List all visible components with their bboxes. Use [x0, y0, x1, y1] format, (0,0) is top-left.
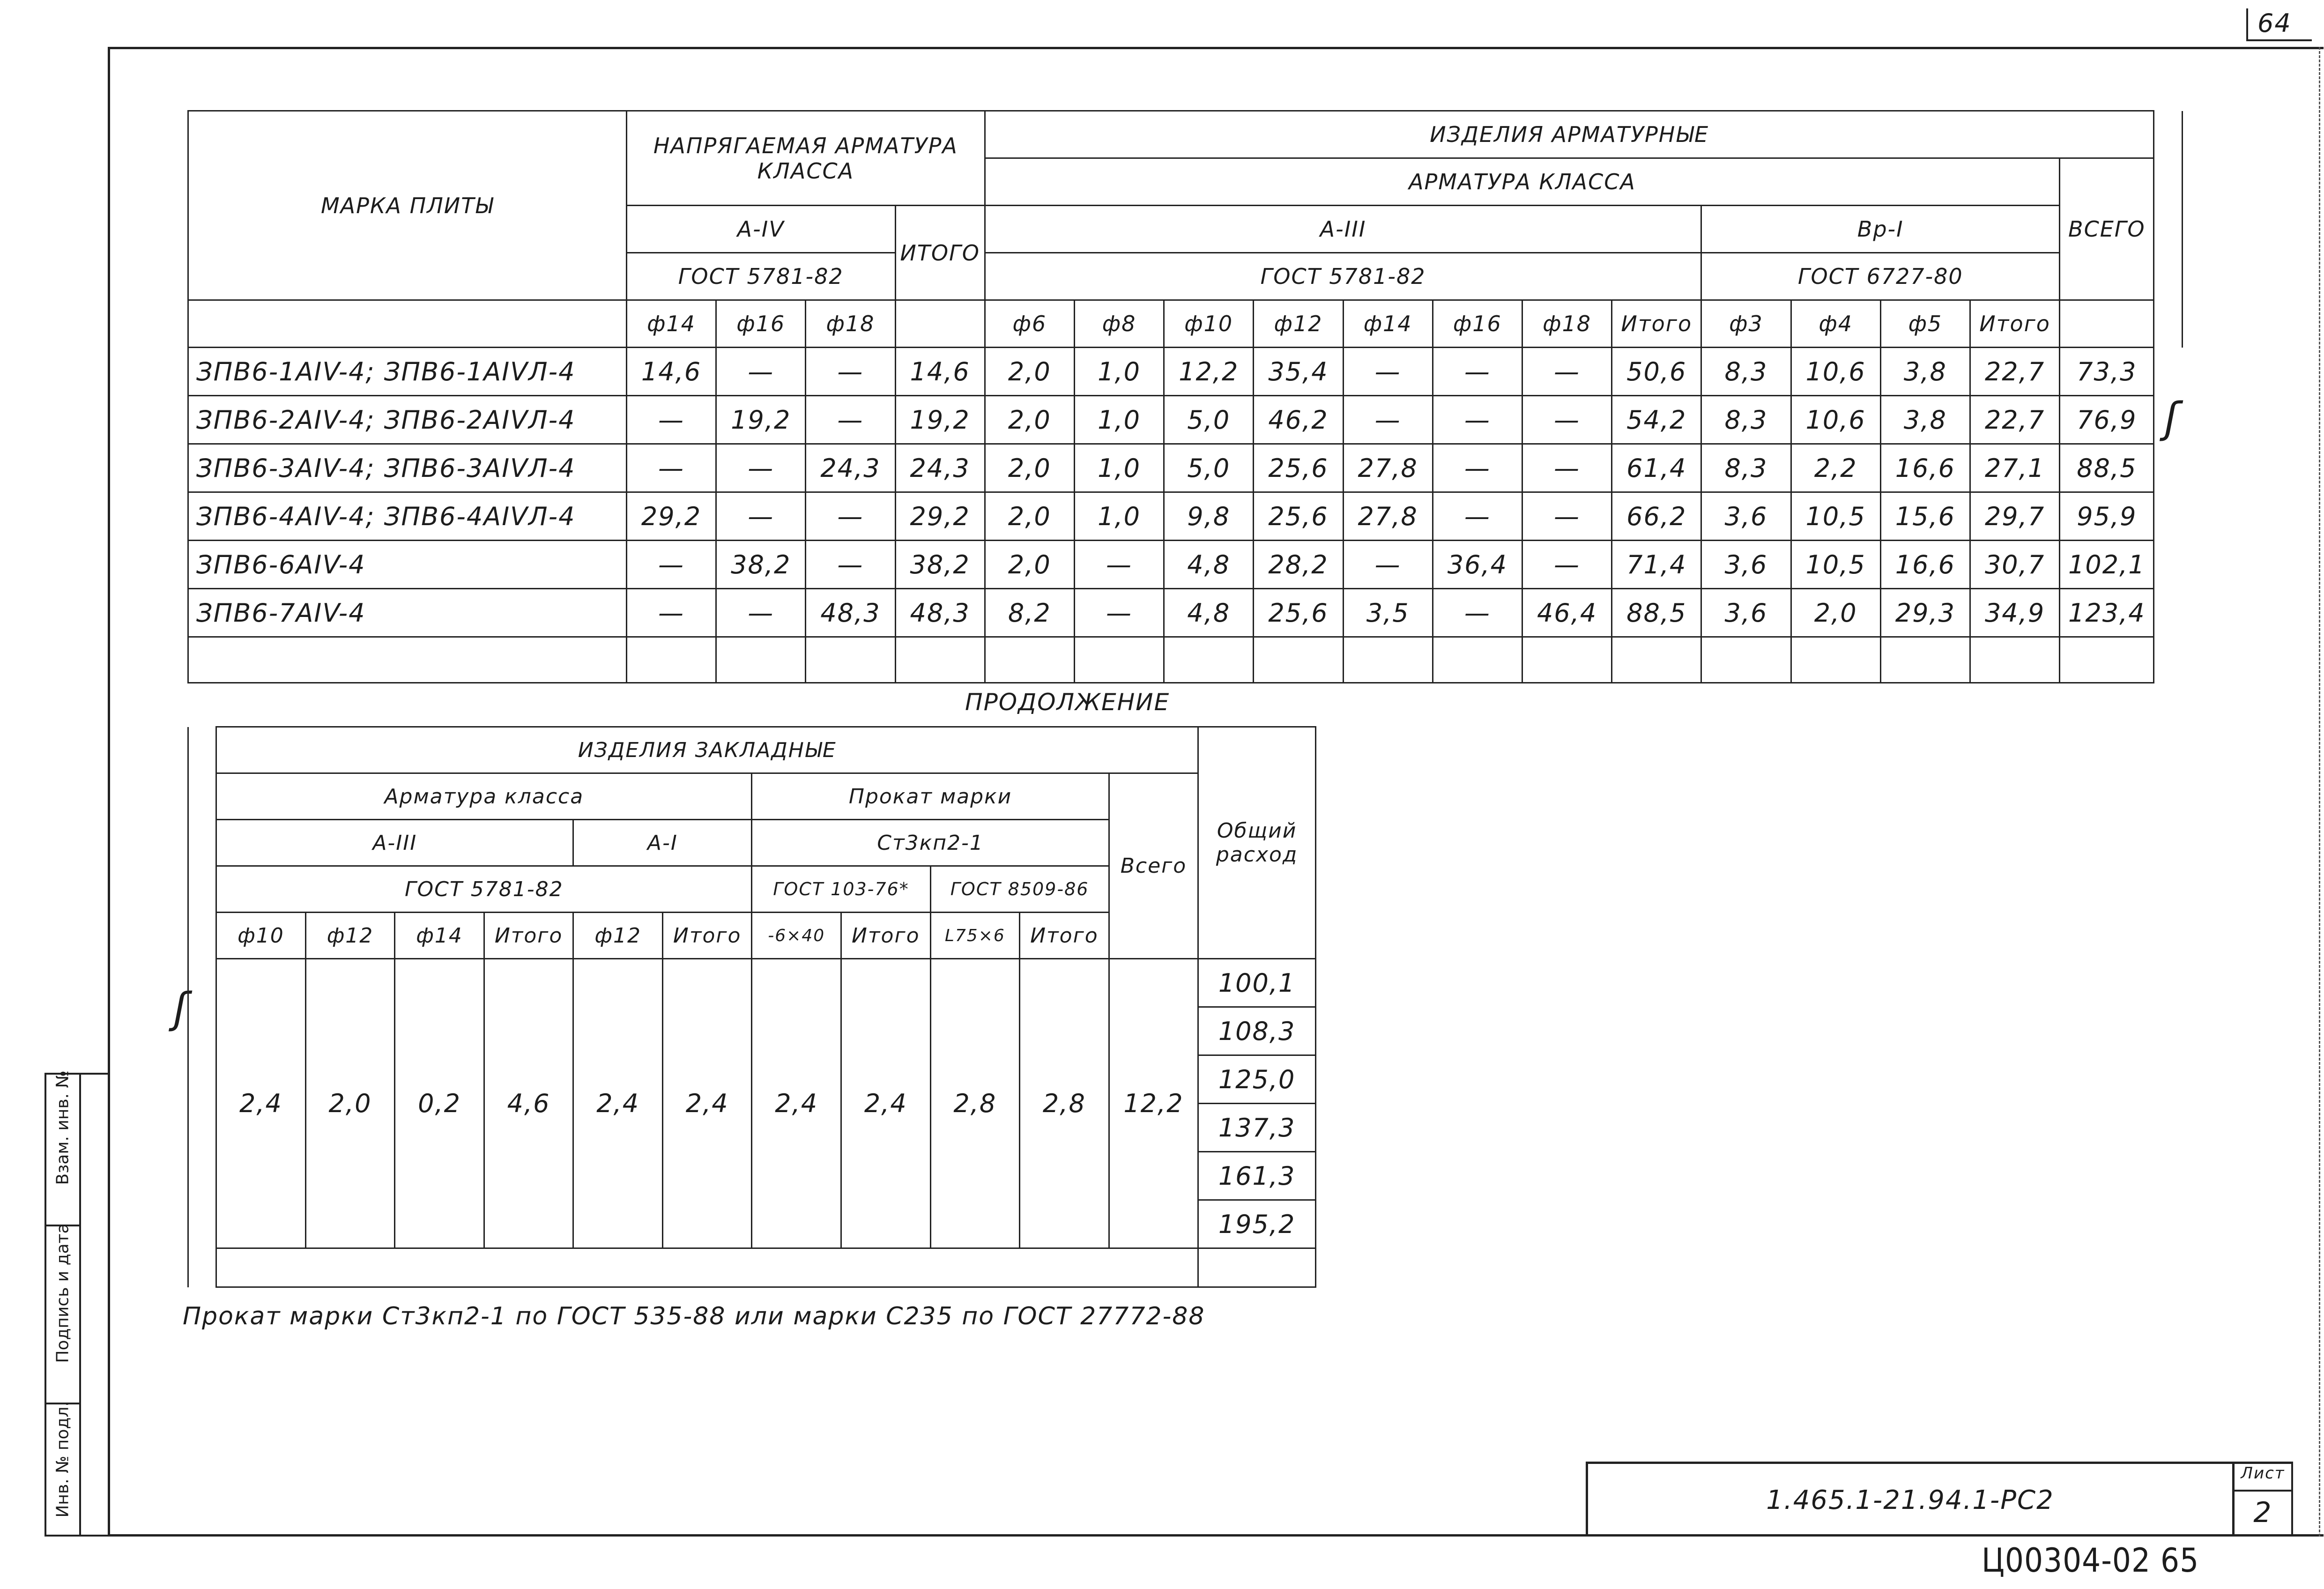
empty-cell: [1791, 637, 1880, 683]
sheet-edge-line: [2319, 47, 2320, 1537]
header-products-class: АРМАТУРА КЛАССА: [985, 158, 2059, 206]
a3-value: 12,2: [1164, 348, 1254, 396]
bp1-value: 8,3: [1701, 396, 1791, 444]
overall-value: 161,3: [1198, 1152, 1316, 1200]
stamp-field-replacement: Взам. инв. №: [53, 1070, 73, 1185]
a3-value: 3,5: [1343, 589, 1433, 637]
a3-value: —: [1074, 541, 1164, 589]
embedded-value: 2,4: [752, 959, 841, 1248]
stamp-field-inventory: Инв. № подл.: [53, 1401, 73, 1518]
slab-mark: ЗПВ6-6АIV-4: [188, 541, 627, 589]
a3-value: 1,0: [1074, 444, 1164, 492]
a3-value: 71,4: [1612, 541, 1701, 589]
bp1-value: 29,3: [1880, 589, 1970, 637]
bp1-value: 2,2: [1791, 444, 1880, 492]
a3-value: 27,8: [1343, 492, 1433, 541]
a3-value: 50,6: [1612, 348, 1701, 396]
diameter-label-blank: [895, 300, 985, 348]
header-prestressed-gost: ГОСТ 5781-82: [626, 253, 895, 300]
header-mark: МАРКА ПЛИТЫ: [188, 111, 627, 300]
table-row: [188, 492, 2183, 541]
header-gost-a3: ГОСТ 5781-82: [985, 253, 1701, 300]
embedded-value: 2,8: [930, 959, 1020, 1248]
bp1-value: 10,5: [1791, 492, 1880, 541]
empty-cell: [806, 637, 895, 683]
overall-value: 137,3: [1198, 1104, 1316, 1152]
header-grand-total: ВСЕГО: [2060, 158, 2154, 300]
bp1-value: 10,5: [1791, 541, 1880, 589]
corner-page-number: 64: [2246, 8, 2312, 41]
a3-value: —: [1522, 541, 1611, 589]
bp1-value: 22,7: [1970, 396, 2059, 444]
a3-value: —: [1433, 396, 1522, 444]
diameter-label: Итого: [1612, 300, 1701, 348]
slab-mark: ЗПВ6-4АIV-4; ЗПВ6-4АIVЛ-4: [188, 492, 627, 541]
a3-value: —: [1433, 492, 1522, 541]
prestressed-value: —: [716, 492, 806, 541]
prestressed-value: —: [716, 589, 806, 637]
diameter-label: Итого: [1970, 300, 2059, 348]
empty-cell: [1522, 637, 1611, 683]
table-edge-column: [2154, 111, 2183, 348]
a3-value: —: [1522, 348, 1611, 396]
header-rolled: Прокат марки: [752, 773, 1109, 820]
a3-value: —: [1343, 348, 1433, 396]
a3-value: 1,0: [1074, 396, 1164, 444]
empty-cell: [1612, 637, 1701, 683]
embedded-value: 4,6: [484, 959, 573, 1248]
prestressed-value: 24,3: [806, 444, 895, 492]
bp1-value: 10,6: [1791, 396, 1880, 444]
a3-value: —: [1522, 492, 1611, 541]
prestressed-total-value: 24,3: [895, 444, 985, 492]
table-row-blank: [188, 637, 2183, 683]
header-embedded: ИЗДЕЛИЯ ЗАКЛАДНЫЕ: [216, 727, 1198, 773]
stamp-divider: [79, 1075, 81, 1535]
slab-mark: ЗПВ6-7АIV-4: [188, 589, 627, 637]
embedded-value: 0,2: [395, 959, 484, 1248]
column-label: ф12: [305, 913, 395, 959]
bp1-value: 22,7: [1970, 348, 2059, 396]
overall-value: 100,1: [1198, 959, 1316, 1007]
bp1-value: 3,6: [1701, 492, 1791, 541]
a3-value: 54,2: [1612, 396, 1701, 444]
table-row: [188, 444, 2183, 492]
diameter-label: ф16: [716, 300, 806, 348]
diameter-label: ф3: [1701, 300, 1791, 348]
prestressed-value: —: [806, 348, 895, 396]
header-gost-strip: ГОСТ 103-76*: [752, 866, 930, 913]
header-overall: Общий расход: [1198, 727, 1316, 959]
a3-value: 2,0: [985, 541, 1074, 589]
slab-mark: ЗПВ6-1АIV-4; ЗПВ6-1АIVЛ-4: [188, 348, 627, 396]
column-label: L75×6: [930, 913, 1020, 959]
header-products: ИЗДЕЛИЯ АРМАТУРНЫЕ: [985, 111, 2154, 158]
diameter-label: ф18: [806, 300, 895, 348]
empty-cell: [1433, 637, 1522, 683]
a3-value: 35,4: [1254, 348, 1343, 396]
prestressed-value: —: [806, 541, 895, 589]
column-label: ф10: [216, 913, 306, 959]
diameter-label: ф8: [1074, 300, 1164, 348]
header-class-a3: А-III: [985, 206, 1701, 253]
sheet-number: 2: [2253, 1496, 2272, 1529]
diameter-label: ф12: [1254, 300, 1343, 348]
approval-stamp: [45, 1070, 110, 1537]
a3-value: —: [1433, 348, 1522, 396]
column-label: ф12: [573, 913, 663, 959]
table-edge-column: [188, 727, 216, 1287]
prestressed-value: 29,2: [626, 492, 716, 541]
archive-code: Ц00304-02 65: [1982, 1541, 2199, 1580]
header-prestressed: НАПРЯГАЕМАЯ АРМАТУРА КЛАССА: [626, 111, 985, 206]
diameter-label: ф14: [626, 300, 716, 348]
a3-value: 1,0: [1074, 492, 1164, 541]
title-block-designation: 1.465.1-21.94.1-РС2: [1586, 1462, 2232, 1537]
prestressed-value: —: [626, 396, 716, 444]
header-rolled-grade: Ст3кп2-1: [752, 820, 1109, 866]
header-prestressed-class: А-IV: [626, 206, 895, 253]
diameter-label: ф18: [1522, 300, 1611, 348]
empty-cell: [1970, 637, 2059, 683]
header-gost-angle: ГОСТ 8509-86: [930, 866, 1109, 913]
column-label: -6×40: [752, 913, 841, 959]
empty-cell: [1074, 637, 1164, 683]
a3-value: —: [1343, 396, 1433, 444]
empty-cell: [1701, 637, 1791, 683]
a3-value: 2,0: [985, 396, 1074, 444]
header-class-a1: А-I: [573, 820, 752, 866]
empty-cell: [985, 637, 1074, 683]
empty-cell: [895, 637, 985, 683]
header-gost-bp1: ГОСТ 6727-80: [1701, 253, 2060, 300]
overall-value: 125,0: [1198, 1055, 1316, 1104]
header-total: Всего: [1109, 773, 1198, 959]
empty-cell: [1164, 637, 1254, 683]
a3-value: 5,0: [1164, 396, 1254, 444]
grand-total-value: 73,3: [2060, 348, 2154, 396]
a3-value: —: [1433, 444, 1522, 492]
diameter-label: ф16: [1433, 300, 1522, 348]
header-class-a3: А-III: [216, 820, 573, 866]
a3-value: —: [1433, 589, 1522, 637]
a3-value: 2,0: [985, 444, 1074, 492]
empty-cell: [1880, 637, 1970, 683]
header-gost-rebar: ГОСТ 5781-82: [216, 866, 752, 913]
a3-value: 4,8: [1164, 541, 1254, 589]
diameter-label: ф14: [1343, 300, 1433, 348]
a3-value: 5,0: [1164, 444, 1254, 492]
bp1-value: 3,8: [1880, 396, 1970, 444]
bp1-value: 16,6: [1880, 444, 1970, 492]
embedded-total-value: 12,2: [1109, 959, 1198, 1248]
a3-value: —: [1074, 589, 1164, 637]
prestressed-value: 48,3: [806, 589, 895, 637]
embedded-value: 2,8: [1020, 959, 1109, 1248]
prestressed-total-value: 48,3: [895, 589, 985, 637]
a3-value: 2,0: [985, 348, 1074, 396]
grand-total-value: 95,9: [2060, 492, 2154, 541]
empty-cell: [1254, 637, 1343, 683]
header-rebar-class: Арматура класса: [216, 773, 752, 820]
stamp-field-signature: Подпись и дата: [53, 1223, 73, 1363]
prestressed-total-value: 29,2: [895, 492, 985, 541]
embedded-value: 2,0: [305, 959, 395, 1248]
footnote: Прокат марки Ст3кп2-1 по ГОСТ 535-88 или марки С235 по ГОСТ 27772-88: [183, 1302, 1205, 1330]
overall-value: 108,3: [1198, 1007, 1316, 1055]
diameter-label: ф4: [1791, 300, 1880, 348]
column-label: Итого: [662, 913, 752, 959]
tick-mark: ʃ: [2164, 394, 2179, 443]
empty-cell: [626, 637, 716, 683]
embedded-value: 2,4: [216, 959, 306, 1248]
bp1-value: 27,1: [1970, 444, 2059, 492]
bp1-value: 15,6: [1880, 492, 1970, 541]
prestressed-value: —: [716, 348, 806, 396]
a3-value: 61,4: [1612, 444, 1701, 492]
table-row: [188, 589, 2183, 637]
sheet-label: Лист: [2235, 1464, 2291, 1492]
a3-value: 2,0: [985, 492, 1074, 541]
bp1-value: 2,0: [1791, 589, 1880, 637]
diameter-label: ф5: [1880, 300, 1970, 348]
table-row: [188, 348, 2183, 396]
prestressed-total-value: 38,2: [895, 541, 985, 589]
prestressed-value: 38,2: [716, 541, 806, 589]
empty-cell: [2060, 637, 2154, 683]
bp1-value: 8,3: [1701, 348, 1791, 396]
a3-value: 1,0: [1074, 348, 1164, 396]
bp1-value: 3,8: [1880, 348, 1970, 396]
header-mark-filler: [188, 300, 627, 348]
diameter-label: ф10: [1164, 300, 1254, 348]
bp1-value: 10,6: [1791, 348, 1880, 396]
a3-value: 9,8: [1164, 492, 1254, 541]
empty-cell: [188, 637, 627, 683]
a3-value: 28,2: [1254, 541, 1343, 589]
embedded-items-table: [187, 726, 1316, 1288]
table-bottom-filler: [216, 1248, 1198, 1287]
prestressed-value: —: [626, 444, 716, 492]
prestressed-total-value: 19,2: [895, 396, 985, 444]
a3-value: 4,8: [1164, 589, 1254, 637]
a3-value: 25,6: [1254, 492, 1343, 541]
rebar-table: [187, 110, 2183, 683]
column-label: Итого: [1020, 913, 1109, 959]
sheet-number-box: [2232, 1462, 2293, 1537]
header-prestressed-total: ИТОГО: [895, 206, 985, 300]
header-class-bp1: Вр-I: [1701, 206, 2060, 253]
a3-value: 88,5: [1612, 589, 1701, 637]
a3-value: 46,2: [1254, 396, 1343, 444]
prestressed-value: 19,2: [716, 396, 806, 444]
a3-value: 27,8: [1343, 444, 1433, 492]
table-row: [188, 396, 2183, 444]
diameter-label-blank: [2060, 300, 2154, 348]
grand-total-value: 102,1: [2060, 541, 2154, 589]
a3-value: —: [1522, 444, 1611, 492]
bp1-value: 29,7: [1970, 492, 2059, 541]
prestressed-total-value: 14,6: [895, 348, 985, 396]
prestressed-value: —: [806, 396, 895, 444]
a3-value: —: [1522, 396, 1611, 444]
overall-blank: [1198, 1248, 1316, 1287]
column-label: Итого: [484, 913, 573, 959]
slab-mark: ЗПВ6-3АIV-4; ЗПВ6-3АIVЛ-4: [188, 444, 627, 492]
a3-value: 25,6: [1254, 589, 1343, 637]
bp1-value: 3,6: [1701, 541, 1791, 589]
prestressed-value: —: [626, 541, 716, 589]
bp1-value: 30,7: [1970, 541, 2059, 589]
embedded-value: 2,4: [573, 959, 663, 1248]
embedded-value: 2,4: [662, 959, 752, 1248]
embedded-value: 2,4: [841, 959, 931, 1248]
column-label: ф14: [395, 913, 484, 959]
grand-total-value: 123,4: [2060, 589, 2154, 637]
a3-value: 8,2: [985, 589, 1074, 637]
prestressed-value: —: [806, 492, 895, 541]
a3-value: 46,4: [1522, 589, 1611, 637]
continuation-caption: ПРОДОЛЖЕНИЕ: [965, 689, 1170, 716]
bp1-value: 3,6: [1701, 589, 1791, 637]
slab-mark: ЗПВ6-2АIV-4; ЗПВ6-2АIVЛ-4: [188, 396, 627, 444]
a3-value: 36,4: [1433, 541, 1522, 589]
bp1-value: 8,3: [1701, 444, 1791, 492]
prestressed-value: —: [716, 444, 806, 492]
a3-value: 25,6: [1254, 444, 1343, 492]
bp1-value: 34,9: [1970, 589, 2059, 637]
column-label: Итого: [841, 913, 931, 959]
a3-value: 66,2: [1612, 492, 1701, 541]
diameter-label: ф6: [985, 300, 1074, 348]
bp1-value: 16,6: [1880, 541, 1970, 589]
table-row: [188, 541, 2183, 589]
a3-value: —: [1343, 541, 1433, 589]
empty-cell: [1343, 637, 1433, 683]
prestressed-value: —: [626, 589, 716, 637]
prestressed-value: 14,6: [626, 348, 716, 396]
empty-cell: [716, 637, 806, 683]
grand-total-value: 88,5: [2060, 444, 2154, 492]
overall-value: 195,2: [1198, 1200, 1316, 1248]
tick-mark: ʃ: [173, 984, 188, 1033]
grand-total-value: 76,9: [2060, 396, 2154, 444]
